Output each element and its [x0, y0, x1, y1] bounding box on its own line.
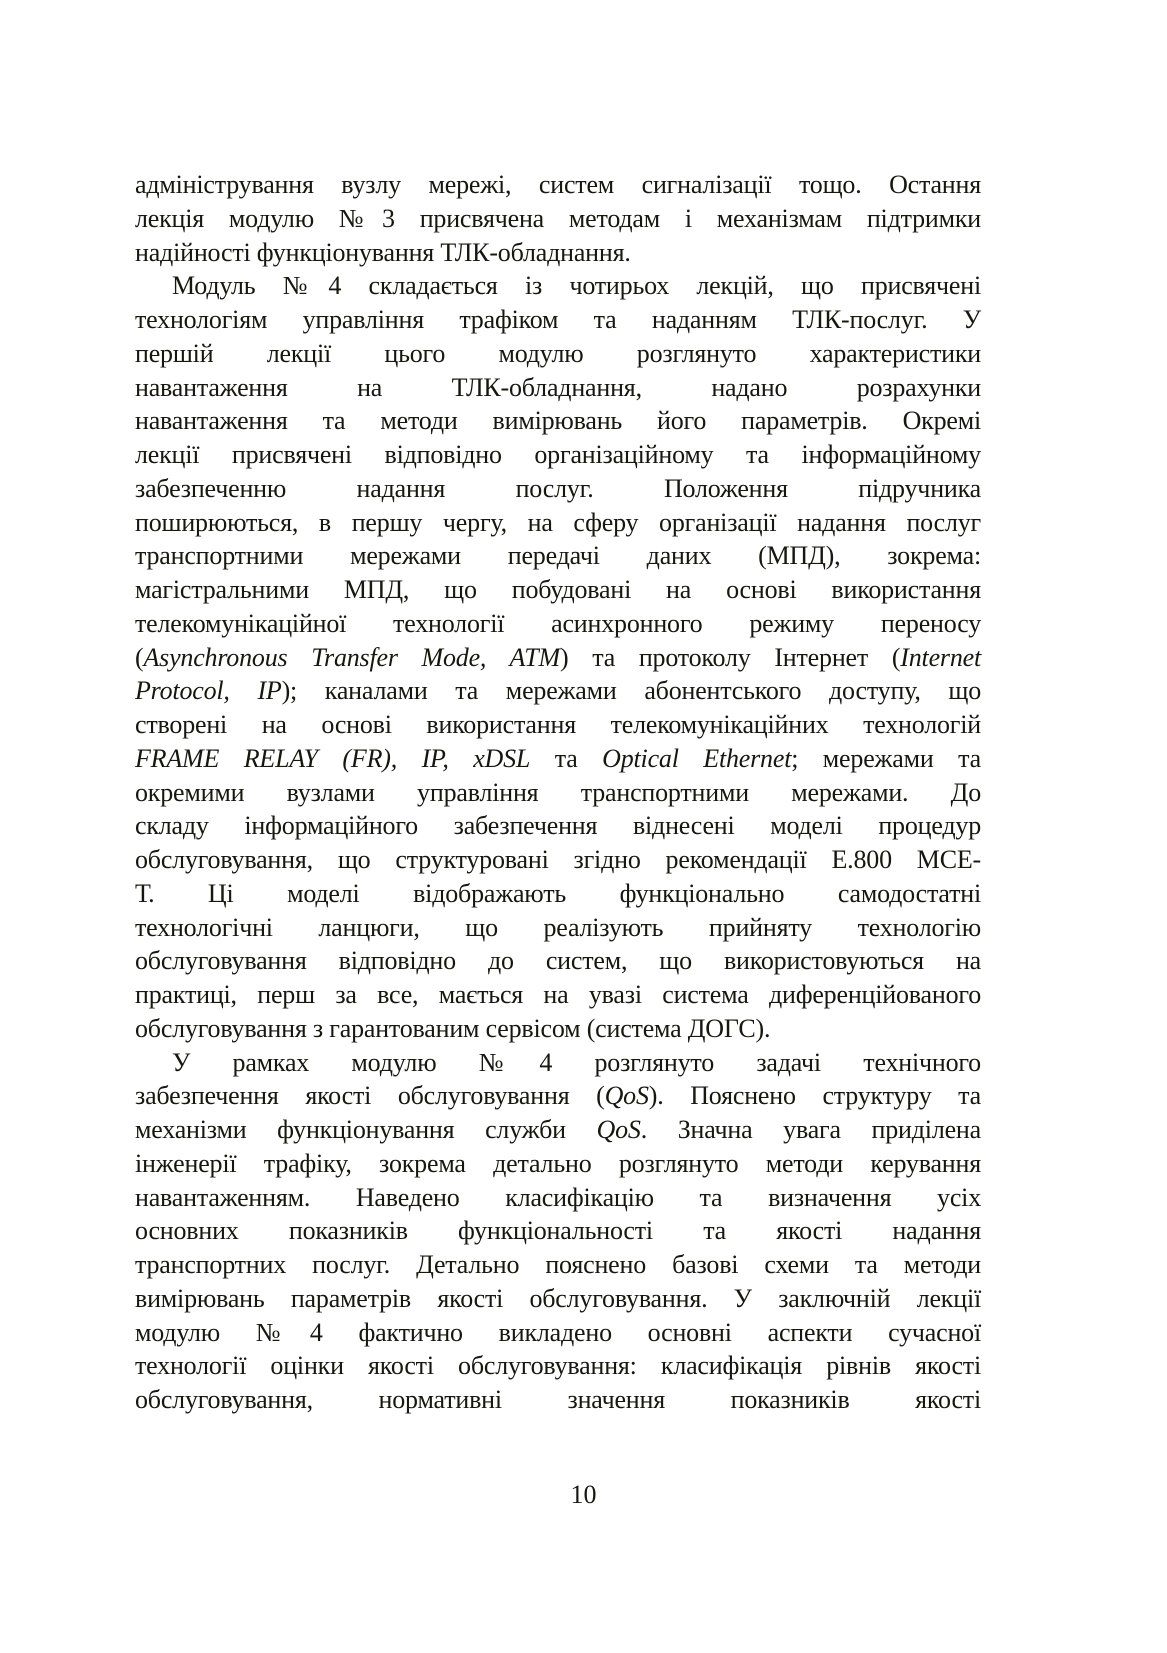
- text-line: [135, 607, 981, 641]
- text-segment: практиці, перш за все, мається на увазі система диференційованого: [135, 980, 981, 1009]
- text-line: [135, 674, 981, 708]
- page-number: 10: [570, 1480, 597, 1509]
- text-segment: У рамках модулю №4 розглянуто задачі технічного: [172, 1047, 981, 1077]
- text-line: [135, 472, 981, 506]
- text-segment: обслуговування з гарантованим сервісом (система ДОГС).: [135, 1013, 771, 1043]
- text-segment: першій лекції цього модулю розглянуто характеристики: [135, 338, 981, 368]
- text-line: [135, 809, 981, 843]
- text-segment: телекомунікаційної технології асинхронного режиму переносу: [135, 608, 981, 638]
- text-segment: навантаження та методи вимірювань його параметрів. Окремі: [135, 406, 981, 436]
- text-line: [135, 944, 981, 978]
- text-segment: надійності функціонування ТЛК-обладнання.: [135, 237, 631, 267]
- italic-term: Optical Ethernet: [602, 743, 792, 773]
- text-line: [135, 202, 981, 236]
- text-segment: Т. Ці моделі відображають функціонально самодостатні: [135, 878, 981, 908]
- text-line: [135, 1012, 981, 1046]
- text-segment: лекція модулю №3 присвячена методам і механізмам підтримки: [135, 203, 981, 233]
- italic-term: Protocol, IP: [135, 676, 282, 706]
- text-line: [135, 168, 981, 202]
- text-line: [135, 269, 981, 303]
- text-segment: ; мережами та: [791, 743, 981, 773]
- text-line: [135, 1248, 981, 1282]
- text-line: [135, 438, 981, 472]
- body-text: [135, 168, 981, 1417]
- text-line: [135, 1349, 981, 1383]
- text-segment: технології оцінки якості обслуговування: класифікація рівнів якості: [135, 1351, 981, 1381]
- text-segment: транспортними мережами передачі даних (МПД), зокрема:: [135, 541, 981, 571]
- text-line: [135, 641, 981, 675]
- text-line: [135, 1214, 981, 1248]
- text-line: [135, 539, 981, 573]
- text-segment: вимірювань параметрів якості обслуговування. У заключній лекції: [135, 1283, 981, 1313]
- text-line: [135, 1316, 981, 1350]
- text-line: [135, 708, 981, 742]
- text-line: [135, 1383, 981, 1417]
- text-segment: модулю №4 фактично викладено основні аспекти сучасної: [135, 1317, 981, 1347]
- text-segment: створені на основі використання телекомунікаційних технологій: [135, 710, 981, 739]
- text-line: [135, 843, 981, 877]
- text-line: [135, 1282, 981, 1316]
- text-segment: ) та протоколу Інтернет (: [559, 642, 901, 672]
- text-segment: навантаження на ТЛК-обладнання, надано розрахунки: [135, 372, 981, 402]
- text-line: [135, 404, 981, 438]
- text-segment: обслуговування, нормативні значення показників якості: [135, 1385, 981, 1414]
- text-segment: обслуговування, що структуровані згідно рекомендації Е.800 МСЕ-: [135, 845, 981, 874]
- text-segment: окремими вузлами управління транспортними мережами. До: [135, 777, 981, 807]
- text-segment: навантаженням. Наведено класифікацію та визначення усіх: [135, 1182, 981, 1212]
- text-segment: адміністрування вузлу мережі, систем сигналізації тощо. Остання: [135, 170, 981, 199]
- text-segment: (: [135, 642, 144, 672]
- text-segment: інженерії трафіку, зокрема детально розглянуто методи керування: [135, 1148, 981, 1178]
- text-segment: ). Пояснено структуру та: [648, 1081, 981, 1111]
- italic-term: QoS: [596, 1115, 641, 1144]
- text-line: [135, 776, 981, 810]
- text-line: [135, 303, 981, 337]
- text-segment: забезпеченню надання послуг. Положення підручника: [135, 473, 981, 503]
- italic-term: Internet: [900, 642, 981, 672]
- text-line: [135, 978, 981, 1012]
- text-segment: забезпечення якості обслуговування (: [135, 1081, 605, 1111]
- text-segment: механізми функціонування служби: [135, 1115, 597, 1144]
- italic-term: Asynchronous Transfer Mode, ATM: [143, 642, 560, 672]
- text-segment: технологіям управління трафіком та наданням ТЛК-послуг. У: [135, 305, 981, 334]
- text-segment: обслуговування відповідно до систем, що використовуються на: [135, 946, 981, 976]
- text-line: [135, 371, 981, 405]
- text-line: [135, 1113, 981, 1147]
- paragraph-p3: [135, 1046, 981, 1417]
- text-segment: ); каналами та мережами абонентського доступу, що: [281, 676, 981, 706]
- text-line: [135, 573, 981, 607]
- text-segment: технологічні ланцюги, що реалізують прийняту технологію: [135, 912, 981, 942]
- text-line: [135, 1079, 981, 1113]
- text-segment: магістральними МПД, що побудовані на основі використання: [135, 575, 981, 604]
- text-segment: лекції присвячені відповідно організаційному та інформаційному: [135, 440, 981, 469]
- italic-term: FRAME RELAY (FR), IP, xDSL: [135, 743, 531, 773]
- text-line: [135, 911, 981, 945]
- text-segment: Модуль №4 складається із чотирьох лекцій, що присвячені: [172, 271, 981, 301]
- text-segment: основних показників функціональності та якості надання: [135, 1216, 981, 1246]
- paragraph-p1: [135, 168, 981, 269]
- paragraph-p2: [135, 269, 981, 1045]
- text-line: [135, 1147, 981, 1181]
- text-line: [135, 1046, 981, 1080]
- italic-term: QoS: [604, 1081, 649, 1111]
- text-segment: та: [530, 743, 603, 773]
- text-line: [135, 742, 981, 776]
- text-line: [135, 236, 981, 270]
- text-line: [135, 877, 981, 911]
- text-segment: . Значна увага приділена: [640, 1115, 981, 1144]
- text-segment: поширюються, в першу чергу, на сферу організації надання послуг: [135, 507, 981, 537]
- text-segment: транспортних послуг. Детально пояснено базові схеми та методи: [135, 1250, 981, 1279]
- text-line: [135, 506, 981, 540]
- text-line: [135, 337, 981, 371]
- text-segment: складу інформаційного забезпечення віднесені моделі процедур: [135, 811, 981, 841]
- text-line: [135, 1181, 981, 1215]
